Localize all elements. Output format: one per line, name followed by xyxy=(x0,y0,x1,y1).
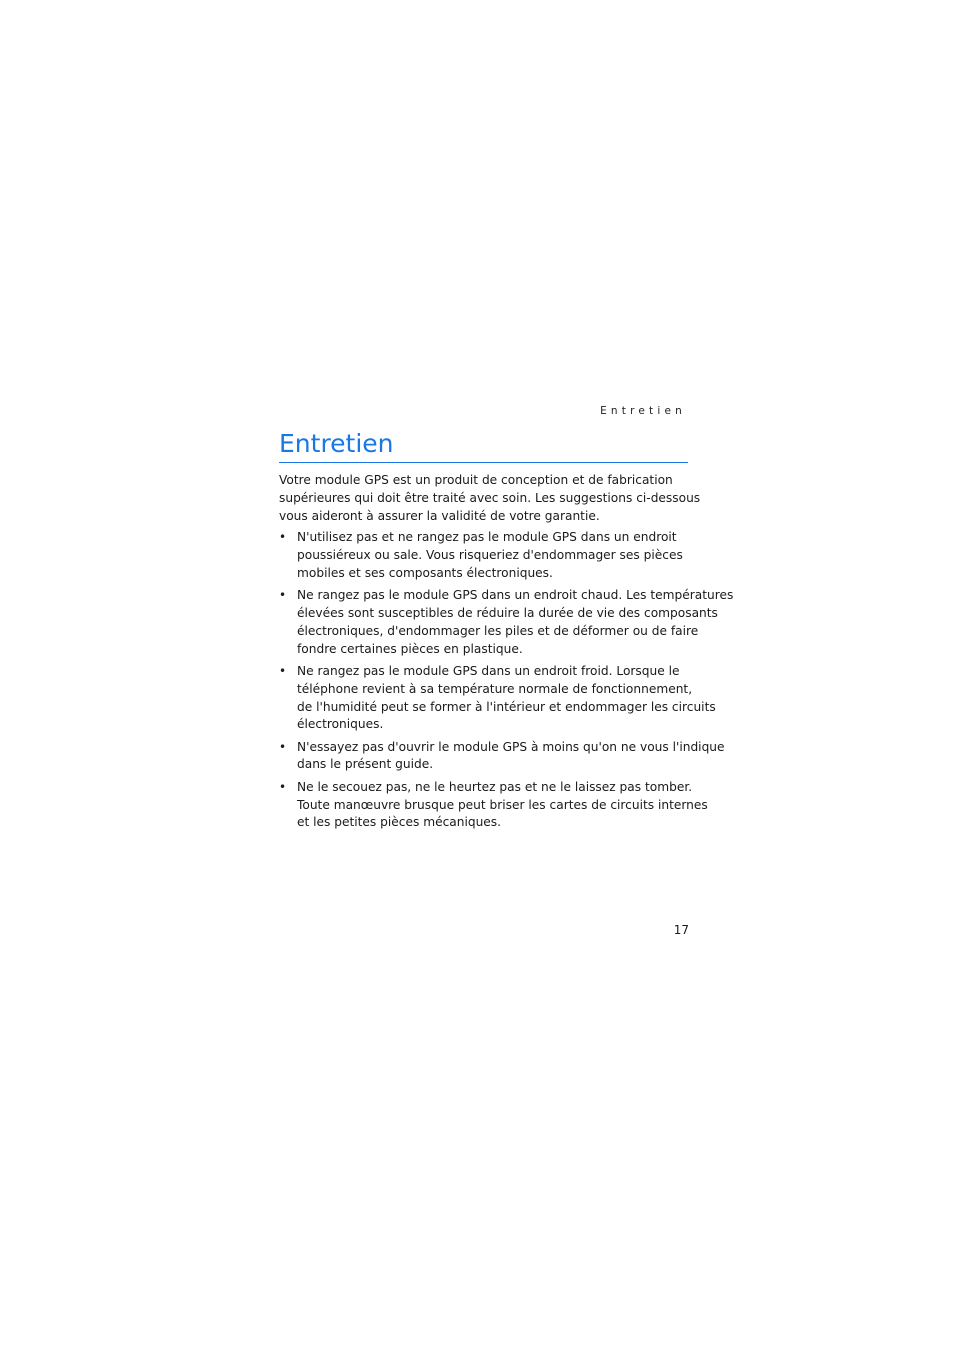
page-number: 17 xyxy=(673,923,689,937)
list-item-line: dans le présent guide. xyxy=(297,757,434,772)
care-tips-list xyxy=(279,529,734,832)
title-underline xyxy=(279,462,688,463)
page-title: Entretien xyxy=(279,429,394,458)
list-item-line: Ne rangez pas le module GPS dans un endroit chaud. Les températures xyxy=(297,588,734,603)
list-item xyxy=(279,779,708,832)
intro-line: Votre module GPS est un produit de conception et de fabrication xyxy=(279,473,673,487)
intro-line: vous aideront à assurer la validité de votre garantie. xyxy=(279,508,600,523)
list-item-line: de l'humidité peut se former à l'intérieur et endommager les circuits xyxy=(297,699,716,714)
bullet-icon: • xyxy=(279,739,287,754)
bullet-icon: • xyxy=(279,779,287,794)
list-item-line: poussiéreux ou sale. Vous risqueriez d'endommager ses pièces xyxy=(297,548,683,563)
list-item-line: et les petites pièces mécaniques. xyxy=(297,815,502,830)
list-item-line: téléphone revient à sa température normale de fonctionnement, xyxy=(297,681,693,696)
list-item xyxy=(279,663,716,734)
list-item-line: élevées sont susceptibles de réduire la durée de vie des composants xyxy=(297,606,718,621)
intro-paragraph xyxy=(279,472,701,525)
list-item-line: N'essayez pas d'ouvrir le module GPS à moins qu'on ne vous l'indique xyxy=(297,739,725,754)
intro-line: supérieures qui doit être traité avec soin. Les suggestions ci-dessous xyxy=(279,490,701,505)
bullet-icon: • xyxy=(279,663,287,678)
list-item xyxy=(279,739,725,775)
list-item-line: mobiles et ses composants électroniques. xyxy=(297,565,553,580)
list-item-line: Toute manœuvre brusque peut briser les cartes de circuits internes xyxy=(297,797,708,812)
list-item xyxy=(279,587,734,658)
list-item-line: Ne rangez pas le module GPS dans un endroit froid. Lorsque le xyxy=(297,663,680,678)
running-header: Entretien xyxy=(600,405,686,417)
bullet-icon: • xyxy=(279,530,287,545)
list-item-line: N'utilisez pas et ne rangez pas le module GPS dans un endroit xyxy=(297,530,677,545)
list-item-line: fondre certaines pièces en plastique. xyxy=(297,641,523,656)
list-item-line: Ne le secouez pas, ne le heurtez pas et ne le laissez pas tomber. xyxy=(297,779,693,794)
body-text xyxy=(279,472,734,837)
list-item-line: électroniques. xyxy=(297,717,384,732)
list-item xyxy=(279,529,691,582)
list-item-line: électroniques, d'endommager les piles et de déformer ou de faire xyxy=(297,623,699,638)
bullet-icon: • xyxy=(279,588,287,603)
